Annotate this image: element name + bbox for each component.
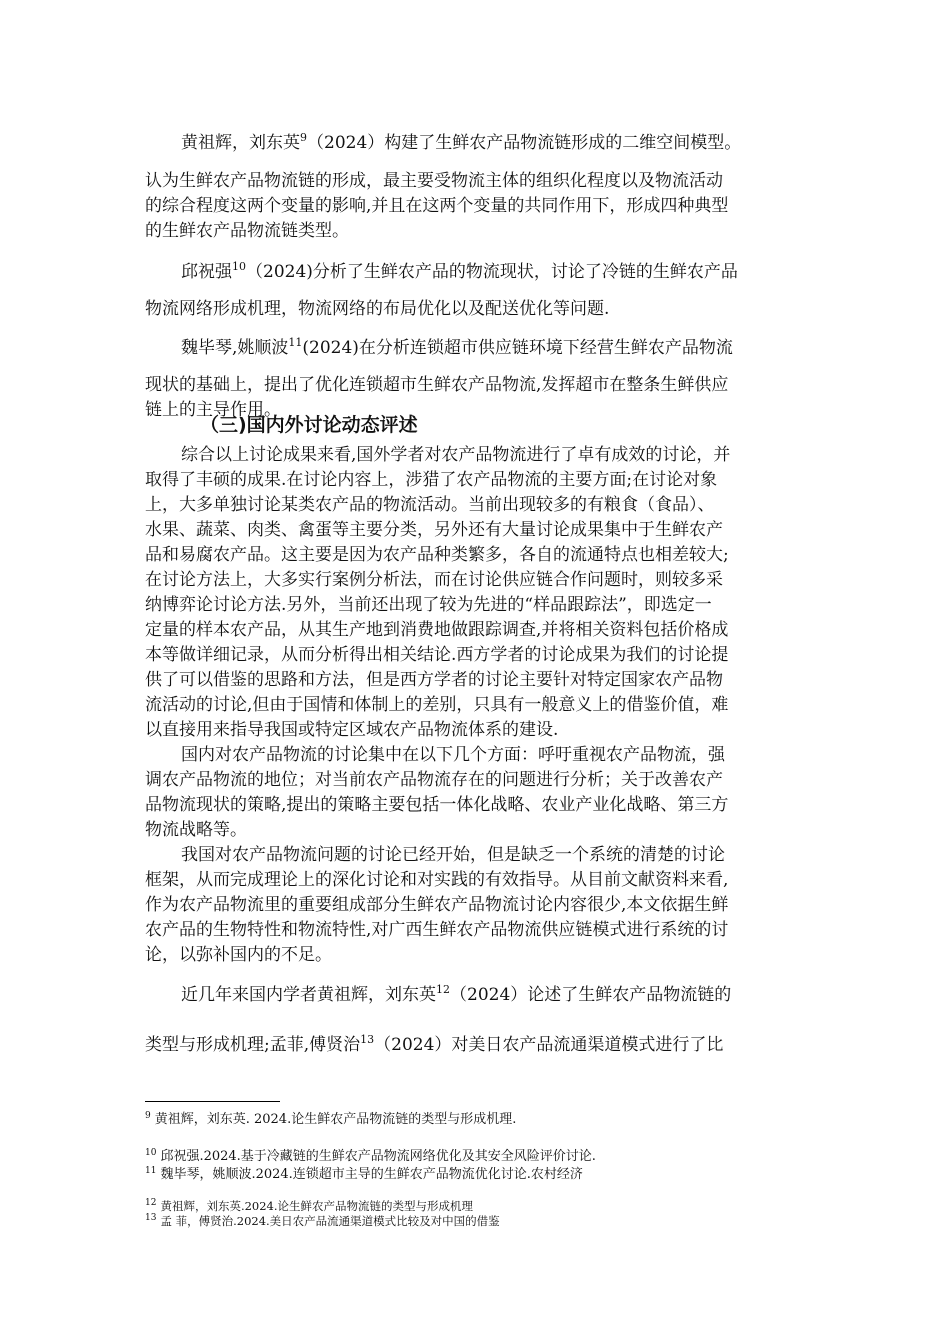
text-line: 品和易腐农产品。这主要是因为农产品种类繁多，各自的流通特点也相差较大; [145,545,729,565]
footnote-11: $^{11}$ 魏毕琴，姚顺波.2024.连锁超市主导的生鲜农产品物流优化讨论.农村经济 [145,1166,583,1182]
text-line: 黄祖辉，刘东英$^9$（2024）构建了生鲜农产品物流链形成的二维空间模型。 [181,131,742,153]
text-line: 调农产品物流的地位；对当前农产品物流存在的问题进行分析；关于改善农产 [145,770,723,790]
text-line: 邱祝强$^{10}$（2024)分析了生鲜农产品的物流现状，讨论了冷链的生鲜农产品 [181,260,738,282]
footnote-ref[interactable]: 10 [232,260,246,273]
text-line: 国内对农产品物流的讨论集中在以下几个方面：呼吁重视农产品物流，强 [181,745,725,765]
text-line: 的生鲜农产品物流链类型。 [145,221,349,241]
text-line: 认为生鲜农产品物流链的形成，最主要受物流主体的组织化程度以及物流活动 [145,171,723,191]
text-line: 以直接用来指导我国或特定区域农产品物流体系的建设. [145,720,559,740]
text-line: 论，以弥补国内的不足。 [145,945,332,965]
text-line: 水果、蔬菜、肉类、禽蛋等主要分类，另外还有大量讨论成果集中于生鲜农产 [145,520,723,540]
text-line: 作为农产品物流里的重要组成部分生鲜农产品物流讨论内容很少,本文依据生鲜 [145,895,729,915]
text-line: 链上的主导作用。 [145,400,281,420]
text-line: 综合以上讨论成果来看,国外学者对农产品物流进行了卓有成效的讨论，并 [181,445,731,465]
footnote-ref[interactable]: 12 [436,983,450,996]
footnote-13: $^{13}$ 孟 菲，傅贤治.2024.美日农产品流通渠道模式比较及对中国的借鉴 [145,1213,500,1228]
text-line: 物流网络形成机理，物流网络的布局优化以及配送优化等问题. [145,299,610,319]
footnote-separator [145,1101,280,1102]
text-line: 类型与形成机理;孟菲,傅贤治$^{13}$（2024）对美日农产品流通渠道模式进行了比 [145,1033,724,1055]
text-line: 供了可以借鉴的思路和方法，但是西方学者的讨论主要针对特定国家农产品物 [145,670,723,690]
text-line: 在讨论方法上，大多实行案例分析法，而在讨论供应链合作问题时，则较多采 [145,570,723,590]
text-line: 取得了丰硕的成果.在讨论内容上，涉猎了农产品物流的主要方面;在讨论对象 [145,470,718,490]
text-line: 品物流现状的策略,提出的策略主要包括一体化战略、农业产业化战略、第三方 [145,795,729,815]
section-heading: （三)国内外讨论动态评述 [200,414,418,436]
text-line: 我国对农产品物流问题的讨论已经开始，但是缺乏一个系统的清楚的讨论 [181,845,725,865]
text-line: 近几年来国内学者黄祖辉，刘东英$^{12}$（2024）论述了生鲜农产品物流链的 [181,983,732,1005]
footnote-10: $^{10}$ 邱祝强.2024.基于冷藏链的生鲜农产品物流网络优化及其安全风险评价讨论. [145,1148,596,1164]
footnote-9: $^9$ 黄祖辉，刘东英. 2024.论生鲜农产品物流链的类型与形成机理. [145,1111,517,1127]
text-line: 框架，从而完成理论上的深化讨论和对实践的有效指导。从目前文献资料来看, [145,870,729,890]
text-line: 上，大多单独讨论某类农产品的物流活动。当前出现较多的有粮食（食品）、 [145,495,715,515]
text-line: 物流战略等。 [145,820,247,840]
text-line: 现状的基础上，提出了优化连锁超市生鲜农产品物流,发挥超市在整条生鲜供应 [145,375,729,395]
footnote-ref[interactable]: 13 [360,1033,375,1046]
text-line: 的综合程度这两个变量的影响,并且在这两个变量的共同作用下，形成四种典型 [145,196,729,216]
footnote-12: $^{12}$ 黄祖辉，刘东英.2024.论生鲜农产品物流链的类型与形成机理 [145,1198,474,1213]
text-line: 农产品的生物特性和物流特性,对广西生鲜农产品物流供应链模式进行系统的讨 [145,920,729,940]
text-line: 流活动的讨论,但由于国情和体制上的差别，只具有一般意义上的借鉴价值，难 [145,695,729,715]
text-line: 定量的样本农产品，从其生产地到消费地做跟踪调查,并将相关资料包括价格成 [145,620,729,640]
text-line: 纳博弈论讨论方法.另外，当前还出现了较为先进的“样品跟踪法”，即选定一 [145,595,712,615]
footnote-ref[interactable]: 9 [300,131,307,144]
text-line: 本等做详细记录，从而分析得出相关结论.西方学者的讨论成果为我们的讨论提 [145,645,729,665]
footnote-ref[interactable]: 11 [288,336,303,349]
text-line: 魏毕琴,姚顺波$^{11}$(2024)在分析连锁超市供应链环境下经营生鲜农产品物流 [181,336,733,358]
